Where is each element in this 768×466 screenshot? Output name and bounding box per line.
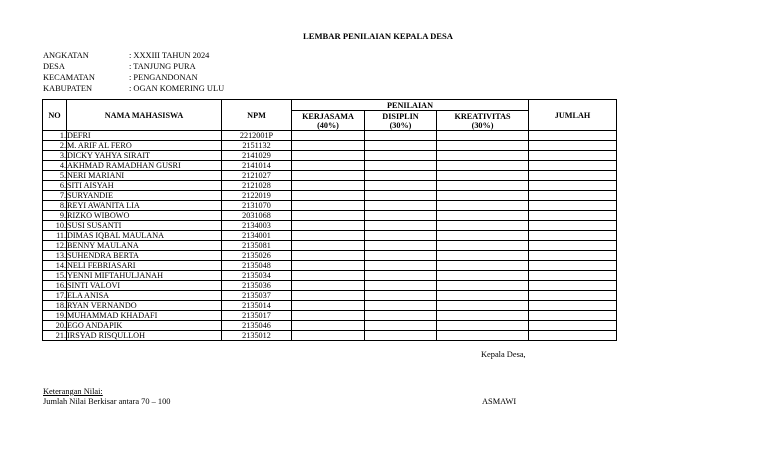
info-label: KABUPATEN — [43, 84, 93, 94]
student-npm: 2135014 — [222, 301, 292, 311]
table-row — [43, 211, 617, 221]
row-number: 20. — [43, 321, 67, 331]
row-number: 19. — [43, 311, 67, 321]
score-disiplin — [365, 291, 437, 301]
row-number: 4. — [43, 161, 67, 171]
table-row — [43, 331, 617, 341]
score-kreativitas — [437, 221, 529, 231]
score-kerjasama — [292, 201, 365, 211]
score-kerjasama — [292, 181, 365, 191]
score-kreativitas — [437, 151, 529, 161]
score-kerjasama — [292, 271, 365, 281]
row-number: 5. — [43, 171, 67, 181]
table-row — [43, 261, 617, 271]
row-number: 7. — [43, 191, 67, 201]
table-row — [43, 321, 617, 331]
info-row-kabupaten — [43, 84, 224, 95]
score-jumlah — [529, 251, 617, 261]
student-npm: 2121027 — [222, 171, 292, 181]
score-kreativitas — [437, 181, 529, 191]
score-disiplin — [365, 271, 437, 281]
score-jumlah — [529, 301, 617, 311]
score-kerjasama — [292, 131, 365, 141]
table-row — [43, 161, 617, 171]
row-number: 10. — [43, 221, 67, 231]
score-disiplin — [365, 281, 437, 291]
score-jumlah — [529, 171, 617, 181]
table-row — [43, 301, 617, 311]
score-disiplin — [365, 161, 437, 171]
student-npm: 2151132 — [222, 141, 292, 151]
student-npm: 2135012 — [222, 331, 292, 341]
score-kreativitas — [437, 211, 529, 221]
score-kerjasama — [292, 291, 365, 301]
score-kerjasama — [292, 241, 365, 251]
student-name: SINTI VALOVI — [67, 281, 222, 291]
row-number: 21. — [43, 331, 67, 341]
signature-name: ASMAWI — [482, 397, 517, 406]
info-value: : TANJUNG PURA — [129, 62, 196, 72]
score-jumlah — [529, 181, 617, 191]
student-name: RIZKO WIBOWO — [67, 211, 222, 221]
score-jumlah — [529, 331, 617, 341]
row-number: 8. — [43, 201, 67, 211]
score-kerjasama — [292, 171, 365, 181]
header-kerjasama-label: KERJASAMA — [302, 111, 354, 121]
student-npm: 2135026 — [222, 251, 292, 261]
student-npm: 2212001P — [222, 131, 292, 141]
score-disiplin — [365, 211, 437, 221]
row-number: 15. — [43, 271, 67, 281]
student-npm: 2135048 — [222, 261, 292, 271]
score-kerjasama — [292, 311, 365, 321]
header-kreativitas-weight: (30%) — [471, 120, 494, 130]
score-disiplin — [365, 331, 437, 341]
student-npm: 2135036 — [222, 281, 292, 291]
table-row — [43, 141, 617, 151]
note-text: Jumlah Nilai Berkisar antara 70 – 100 — [43, 397, 171, 406]
score-jumlah — [529, 161, 617, 171]
score-kreativitas — [437, 291, 529, 301]
score-jumlah — [529, 191, 617, 201]
score-disiplin — [365, 221, 437, 231]
table-row — [43, 291, 617, 301]
score-kerjasama — [292, 261, 365, 271]
note-heading: Keterangan Nilai: — [43, 387, 103, 396]
score-kreativitas — [437, 141, 529, 151]
student-npm: 2135017 — [222, 311, 292, 321]
document-title: LEMBAR PENILAIAN KEPALA DESA — [302, 31, 453, 41]
row-number: 11. — [43, 231, 67, 241]
row-number: 12. — [43, 241, 67, 251]
header-disiplin-label: DISIPLIN — [382, 111, 419, 121]
student-name: YENNI MIFTAHULJANAH — [67, 271, 222, 281]
info-row-kecamatan — [43, 73, 224, 84]
student-npm: 2141014 — [222, 161, 292, 171]
student-npm: 2131070 — [222, 201, 292, 211]
score-jumlah — [529, 141, 617, 151]
score-kreativitas — [437, 201, 529, 211]
score-disiplin — [365, 181, 437, 191]
table-row — [43, 151, 617, 161]
score-disiplin — [365, 141, 437, 151]
student-name: DEFRI — [67, 131, 222, 141]
table-row — [43, 191, 617, 201]
score-kreativitas — [437, 271, 529, 281]
student-name: REYI AWANITA LIA — [67, 201, 222, 211]
student-npm: 2031068 — [222, 211, 292, 221]
score-disiplin — [365, 311, 437, 321]
score-jumlah — [529, 221, 617, 231]
score-disiplin — [365, 171, 437, 181]
score-kreativitas — [437, 311, 529, 321]
row-number: 9. — [43, 211, 67, 221]
score-kerjasama — [292, 251, 365, 261]
score-kerjasama — [292, 151, 365, 161]
assessment-table — [42, 99, 617, 341]
row-number: 16. — [43, 281, 67, 291]
score-jumlah — [529, 131, 617, 141]
table-row — [43, 201, 617, 211]
student-name: SUSI SUSANTI — [67, 221, 222, 231]
header-kreativitas — [437, 111, 529, 131]
row-number: 1. — [43, 131, 67, 141]
score-jumlah — [529, 311, 617, 321]
student-npm: 2121028 — [222, 181, 292, 191]
score-kreativitas — [437, 251, 529, 261]
score-kreativitas — [437, 281, 529, 291]
student-name: SUHENDRA BERTA — [67, 251, 222, 261]
score-jumlah — [529, 211, 617, 221]
table-row — [43, 171, 617, 181]
info-row-angkatan — [43, 51, 224, 62]
score-disiplin — [365, 151, 437, 161]
row-number: 17. — [43, 291, 67, 301]
score-kerjasama — [292, 161, 365, 171]
info-label: DESA — [43, 62, 65, 72]
note-block — [43, 388, 170, 408]
table-row — [43, 251, 617, 261]
student-name: SITI AISYAH — [67, 181, 222, 191]
score-kerjasama — [292, 221, 365, 231]
table-row — [43, 231, 617, 241]
score-jumlah — [529, 261, 617, 271]
header-disiplin — [365, 111, 437, 131]
student-npm: 2141029 — [222, 151, 292, 161]
student-npm: 2134003 — [222, 221, 292, 231]
score-kerjasama — [292, 321, 365, 331]
table-row — [43, 271, 617, 281]
info-block — [43, 51, 224, 95]
score-kreativitas — [437, 131, 529, 141]
score-jumlah — [529, 151, 617, 161]
score-disiplin — [365, 191, 437, 201]
score-kreativitas — [437, 241, 529, 251]
header-penilaian: PENILAIAN — [292, 100, 529, 111]
table-row — [43, 221, 617, 231]
student-name: SURYANDIE — [67, 191, 222, 201]
student-name: NERI MARIANI — [67, 171, 222, 181]
info-label: ANGKATAN — [43, 51, 89, 61]
table-row — [43, 241, 617, 251]
student-npm: 2122019 — [222, 191, 292, 201]
info-value: : PENGANDONAN — [129, 73, 198, 83]
student-name: RYAN VERNANDO — [67, 301, 222, 311]
score-kreativitas — [437, 171, 529, 181]
student-npm: 2135034 — [222, 271, 292, 281]
student-npm: 2134001 — [222, 231, 292, 241]
score-kerjasama — [292, 141, 365, 151]
score-disiplin — [365, 321, 437, 331]
score-jumlah — [529, 201, 617, 211]
student-name: DIMAS IQBAL MAULANA — [67, 231, 222, 241]
score-kreativitas — [437, 301, 529, 311]
table-row — [43, 281, 617, 291]
student-name: M. ARIF AL FERO — [67, 141, 222, 151]
info-value: : XXXIII TAHUN 2024 — [129, 51, 210, 61]
student-name: DICKY YAHYA SIRAIT — [67, 151, 222, 161]
signature-role: Kepala Desa, — [481, 350, 526, 359]
header-jumlah: JUMLAH — [529, 100, 617, 131]
score-kreativitas — [437, 331, 529, 341]
header-name: NAMA MAHASISWA — [67, 100, 222, 131]
score-jumlah — [529, 291, 617, 301]
score-kreativitas — [437, 261, 529, 271]
score-kreativitas — [437, 321, 529, 331]
student-npm: 2135046 — [222, 321, 292, 331]
score-kerjasama — [292, 331, 365, 341]
info-label: KECAMATAN — [43, 73, 95, 83]
table-row — [43, 311, 617, 321]
header-no: NO — [43, 100, 67, 131]
header-npm: NPM — [222, 100, 292, 131]
table-row — [43, 131, 617, 141]
student-name: IRSYAD RISQULLOH — [67, 331, 222, 341]
row-number: 2. — [43, 141, 67, 151]
score-jumlah — [529, 241, 617, 251]
score-disiplin — [365, 241, 437, 251]
student-name: MUHAMMAD KHADAFI — [67, 311, 222, 321]
row-number: 18. — [43, 301, 67, 311]
score-jumlah — [529, 281, 617, 291]
row-number: 6. — [43, 181, 67, 191]
student-name: ELA ANISA — [67, 291, 222, 301]
score-kerjasama — [292, 191, 365, 201]
info-value: : OGAN KOMERING ULU — [129, 84, 225, 94]
header-kerjasama-weight: (40%) — [317, 120, 339, 130]
score-jumlah — [529, 231, 617, 241]
info-row-desa — [43, 62, 224, 73]
score-kerjasama — [292, 301, 365, 311]
score-kerjasama — [292, 281, 365, 291]
student-name: EGO ANDAPIK — [67, 321, 222, 331]
score-kerjasama — [292, 231, 365, 241]
student-name: NELI FEBRIASARI — [67, 261, 222, 271]
header-kerjasama — [292, 111, 365, 131]
row-number: 13. — [43, 251, 67, 261]
score-disiplin — [365, 231, 437, 241]
table-row — [43, 181, 617, 191]
score-jumlah — [529, 321, 617, 331]
header-disiplin-weight: (30%) — [389, 120, 412, 130]
student-npm: 2135037 — [222, 291, 292, 301]
score-disiplin — [365, 201, 437, 211]
score-disiplin — [365, 131, 437, 141]
score-disiplin — [365, 251, 437, 261]
row-number: 3. — [43, 151, 67, 161]
score-kreativitas — [437, 191, 529, 201]
score-kerjasama — [292, 211, 365, 221]
student-name: BENNY MAULANA — [67, 241, 222, 251]
score-disiplin — [365, 261, 437, 271]
student-npm: 2135081 — [222, 241, 292, 251]
student-name: AKHMAD RAMADHAN GUSRI — [67, 161, 222, 171]
score-kreativitas — [437, 231, 529, 241]
header-kreativitas-label: KREATIVITAS — [454, 111, 511, 121]
score-kreativitas — [437, 161, 529, 171]
score-disiplin — [365, 301, 437, 311]
score-jumlah — [529, 271, 617, 281]
row-number: 14. — [43, 261, 67, 271]
